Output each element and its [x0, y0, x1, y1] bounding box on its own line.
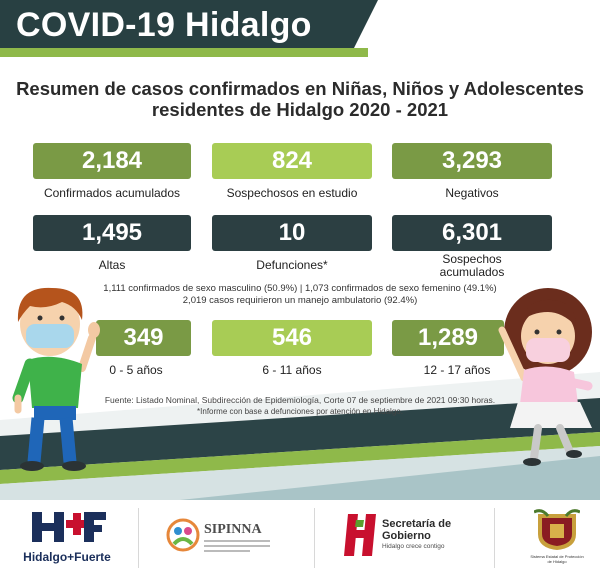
deaths-footnote: *Informe con base a defunciones por atención en Hidalgo.: [197, 407, 403, 416]
age-12-17-value: 1,289: [392, 320, 504, 356]
subtitle-line-1: Resumen de casos confirmados en Niñas, Niños y Adolescentes: [16, 78, 584, 99]
boy-illustration: [6, 280, 110, 476]
hidalgo-fuerte-logo: [18, 508, 116, 566]
deaths-value: 10: [212, 215, 372, 251]
girl-illustration: [488, 282, 600, 472]
footer-divider-1: [138, 508, 139, 568]
sipinna-logo: [166, 516, 276, 562]
suspected-accumulated-value: 6,301: [392, 215, 552, 251]
sex-breakdown-note: 1,111 confirmados de sexo masculino (50.9%) | 1,073 confirmados de sexo femenino (49.1%): [103, 283, 497, 294]
age-6-11-value: 546: [212, 320, 372, 356]
ambulatory-note: 2,019 casos requirieron un manejo ambulatorio (92.4%): [182, 295, 418, 306]
age-6-11-label: 6 - 11 años: [262, 363, 322, 377]
age-12-17-label: 12 - 17 años: [423, 363, 491, 377]
suspected-label: Sospechosos en estudio: [226, 186, 358, 200]
suspected-accumulated-label-line-2: acumulados: [439, 265, 505, 279]
recovered-label: Altas: [98, 258, 126, 272]
sipinna-emblem-icon: [166, 518, 200, 552]
age-0-5-label: 0 - 5 años: [109, 363, 163, 377]
negatives-value: 3,293: [392, 143, 552, 179]
coat-of-arms-text: Sistema Estatal de Protección de Hidalgo: [530, 554, 584, 564]
footer-divider-2: [314, 508, 315, 568]
gobierno-title-line-2: Gobierno: [382, 530, 431, 542]
suspected-accumulated-label-line-1: Sospechos: [442, 252, 502, 266]
sipinna-text: SIPINNA: [204, 522, 262, 537]
page-title: COVID-19 Hidalgo: [16, 6, 312, 44]
gobierno-tagline: Hidalgo crece contigo: [382, 543, 445, 550]
hidalgo-fuerte-logo-mark: [18, 508, 116, 548]
negatives-label: Negativos: [445, 186, 499, 200]
secretaria-gobierno-logo: [342, 512, 462, 562]
gobierno-h-icon: [342, 514, 378, 556]
gobierno-title-line-1: Secretaría de: [382, 518, 452, 530]
confirmed-value: 2,184: [33, 143, 191, 179]
hidalgo-fuerte-text: Hidalgo+Fuerte: [23, 550, 111, 564]
deaths-label: Defunciones*: [256, 258, 328, 272]
confirmed-label: Confirmados acumulados: [43, 186, 181, 200]
coat-of-arms-icon: [534, 508, 580, 552]
age-0-5-value: 349: [96, 320, 191, 356]
sipinna-subtext-lines: [204, 540, 270, 552]
suspected-accumulated-label: [392, 253, 552, 279]
source-note: Fuente: Listado Nominal, Subdirección de Epidemiología, Corte 07 de septiembre de 2021 09:30 horas.: [104, 395, 496, 405]
subtitle: [0, 78, 600, 120]
footer-divider-3: [494, 508, 495, 568]
recovered-value: 1,495: [33, 215, 191, 251]
suspected-value: 824: [212, 143, 372, 179]
subtitle-line-2: residentes de Hidalgo 2020 - 2021: [151, 99, 449, 120]
state-coat-of-arms-logo: [530, 508, 584, 568]
header-green-stripe: [0, 48, 368, 57]
header-slant: [352, 0, 378, 52]
